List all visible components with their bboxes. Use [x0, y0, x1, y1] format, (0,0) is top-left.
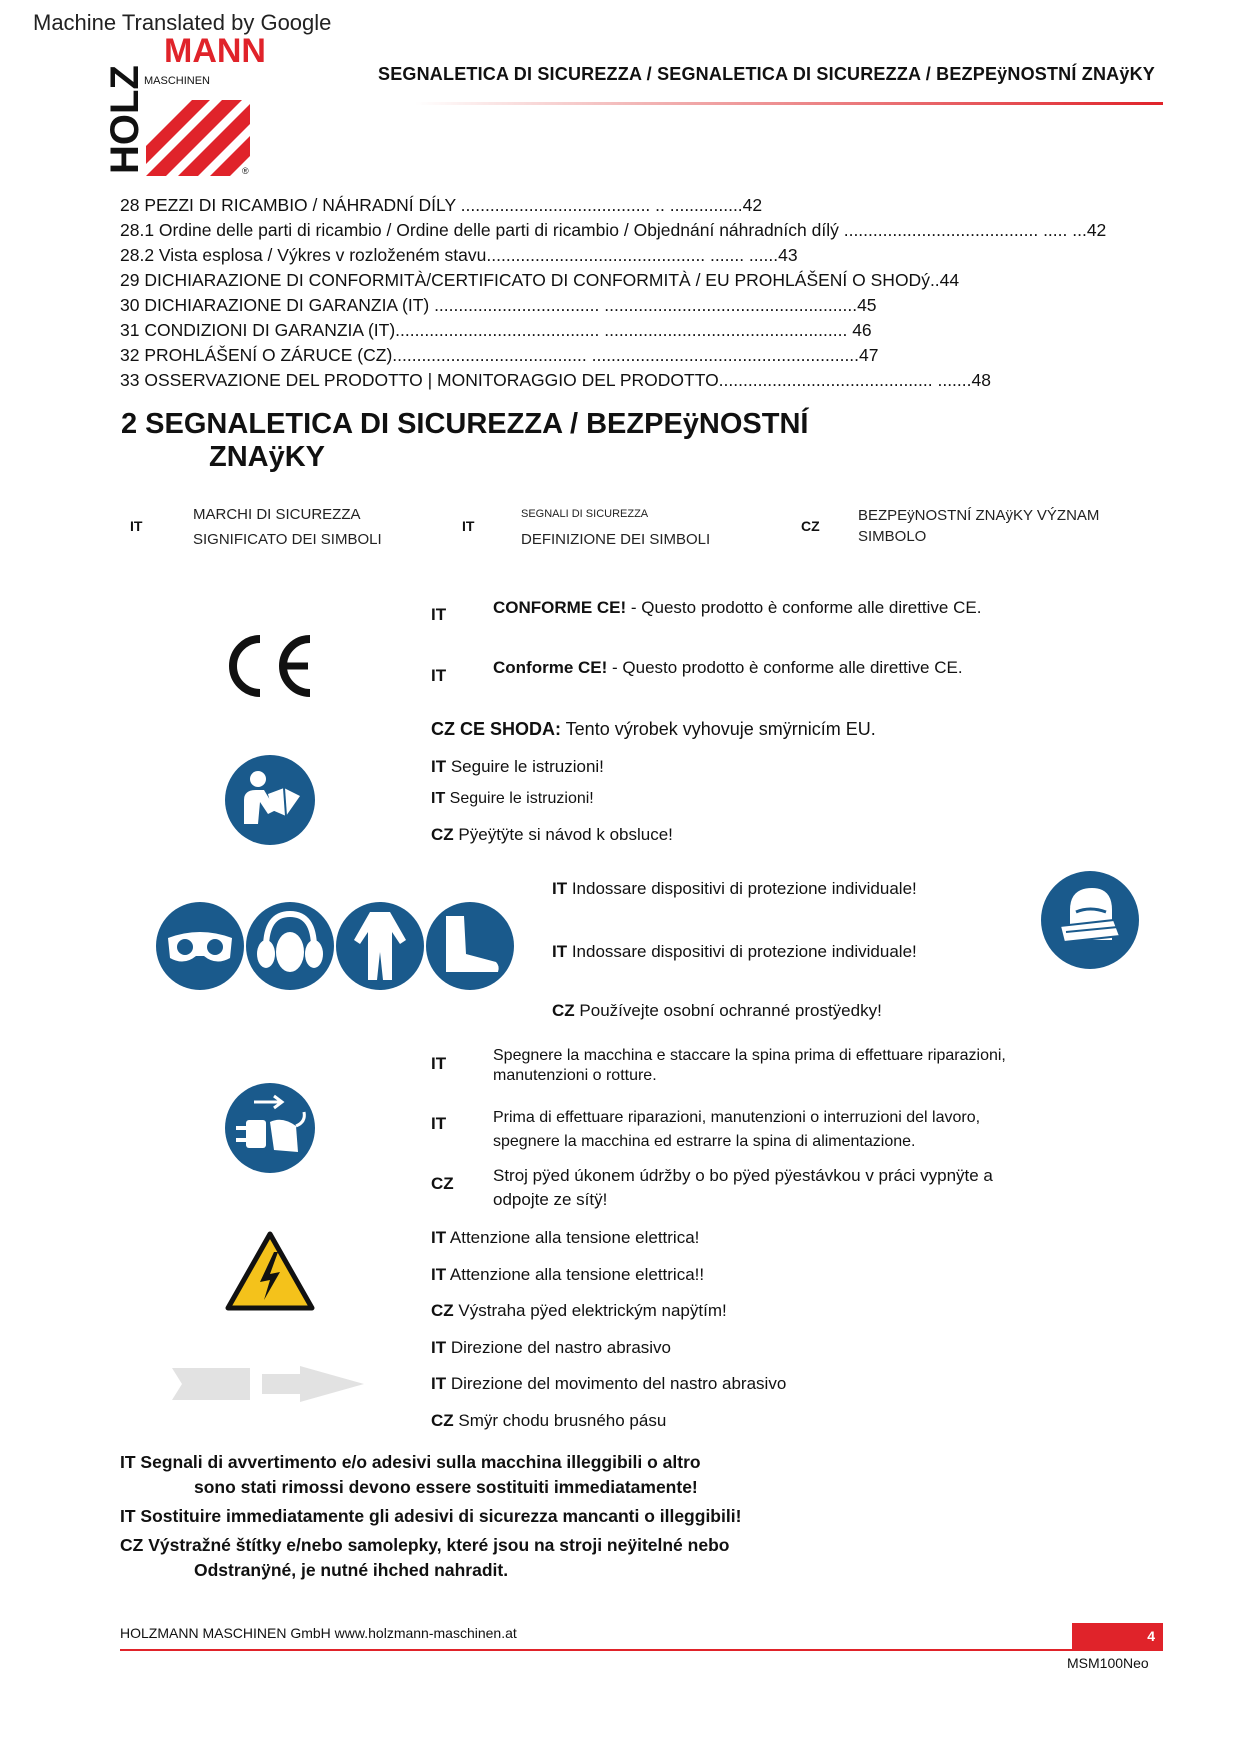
footer-company: HOLZMANN MASCHINEN GmbH www.holzmann-maschinen.at	[120, 1625, 517, 1641]
unplug-text-it1: Spegnere la macchina e staccare la spina prima di effettuare riparazioni, manutenzioni o rotture.	[493, 1047, 1006, 1084]
manual-text-it1: IT Seguire le istruzioni!	[431, 757, 604, 776]
protective-clothing-icon	[336, 902, 424, 990]
col-header-lang: IT	[462, 518, 475, 534]
belt-direction-arrow-icon	[172, 1364, 366, 1404]
header-title: SEGNALETICA DI SICUREZZA / SEGNALETICA DI SICUREZZA / BEZPEÿNOSTNÍ ZNAÿKY	[378, 64, 1155, 84]
read-manual-icon	[224, 754, 316, 846]
section-title	[121, 408, 808, 474]
col-header-text: SEGNALI DI SICUREZZA DEFINIZIONE DEI SIMBOLI	[521, 508, 711, 548]
col-header-lang: CZ	[801, 518, 820, 534]
ppe-text-it2: IT Indossare dispositivi di protezione individuale!	[552, 942, 917, 961]
manual-text-cz: CZ Pÿeÿtÿte si návod k obsluce!	[431, 825, 673, 844]
toc-entry[interactable]: 28 PEZZI DI RICAMBIO / NÁHRADNÍ DÍLY ....................................... .. ...............42	[120, 195, 763, 215]
ce-text-it2: Conforme CE! - Questo prodotto è conforme alle direttive CE.	[493, 658, 963, 677]
replacement-warnings: IT Segnali di avvertimento e/o adesivi sulla macchina illeggibili o altro sono stati rimossi devono essere sostituiti immediatamente! IT Sostituire immediatamente gli adesivi di sicurezza mancanti o illeggibili! CZ Výstražné štítky e/nebo samolepky, které jsou na stroji neÿitelné nebo Odstranÿné, je nutné ihched nahradit.	[120, 1452, 742, 1580]
holzmann-logo	[103, 32, 266, 176]
toc-entry[interactable]: 29 DICHIARAZIONE DI CONFORMITÀ/CERTIFICATO DI CONFORMITÀ / EU PROHLÁŠENÍ O SHODý..44	[120, 270, 960, 290]
unplug-text-cz: Stroj pÿed úkonem údržby o bo pÿed pÿestávkou v práci vypnÿte a odpojte ze sítÿ!	[493, 1166, 993, 1209]
model-name: MSM100Neo	[1067, 1655, 1149, 1671]
ce-mark-icon	[222, 631, 317, 701]
voltage-text-it2: IT Attenzione alla tensione elettrica!!	[431, 1265, 705, 1284]
toc-entry[interactable]: 28.2 Vista esplosa / Výkres v rozloženém stavu............................................. ....... ......43	[120, 245, 798, 265]
toc-entry[interactable]: 30 DICHIARAZIONE DI GARANZIA (IT) .................................. ....................................................45	[120, 295, 877, 315]
lang-code: IT	[431, 666, 447, 685]
belt-text-it2: IT Direzione del movimento del nastro abrasivo	[431, 1374, 787, 1393]
col-header-text: MARCHI DI SICUREZZA SIGNIFICATO DEI SIMBOLI	[193, 506, 382, 548]
page-number: 4	[1072, 1623, 1163, 1650]
toc-entry[interactable]: 31 CONDIZIONI DI GARANZIA (IT).......................................... .................................................. 46	[120, 320, 872, 340]
voltage-text-cz: CZ Výstraha pÿed elektrickým napÿtím!	[431, 1301, 727, 1320]
unplug-text-it2: Prima di effettuare riparazioni, manutenzioni o interruzioni del lavoro, spegnere la macchina ed estrarre la spina di alimentazione.	[493, 1109, 981, 1150]
section-title-line1: 2 SEGNALETICA DI SICUREZZA / BEZPEÿNOSTNÍ	[121, 408, 809, 440]
toc-entry[interactable]: 28.1 Ordine delle parti di ricambio / Ordine delle parti di ricambio / Objednání náhradních dílý ........................................ ..... ...42	[120, 220, 1107, 240]
header-divider	[415, 102, 1163, 105]
ce-text-cz: CZ CE SHODA: Tento výrobek vyhovuje smÿrnicím EU.	[431, 719, 876, 739]
safety-boots-icon	[426, 902, 514, 990]
lang-code: IT	[431, 1054, 447, 1073]
manual-text-it2: IT Seguire le istruzioni!	[431, 790, 594, 807]
unplug-icon	[224, 1082, 316, 1174]
face-mask-icon	[1040, 870, 1140, 970]
svg-text:®: ®	[242, 166, 249, 176]
footer-divider	[120, 1649, 1163, 1651]
ce-text-it1: CONFORME CE! - Questo prodotto è conforme alle direttive CE.	[493, 598, 982, 617]
toc-entry[interactable]: 32 PROHLÁŠENÍ O ZÁRUCE (CZ)........................................ .......................................................47	[120, 345, 879, 365]
belt-text-it1: IT Direzione del nastro abrasivo	[431, 1338, 672, 1357]
toc-entry[interactable]: 33 OSSERVAZIONE DEL PRODOTTO | MONITORAGGIO DEL PRODOTTO............................................ .......48	[120, 370, 991, 390]
voltage-text-it1: IT Attenzione alla tensione elettrica!	[431, 1228, 700, 1247]
ppe-icons	[154, 900, 514, 992]
safety-goggles-icon	[156, 902, 244, 990]
section-title-line2: ZNAÿKY	[209, 441, 326, 473]
lang-code: CZ	[431, 1174, 454, 1193]
ear-protection-icon	[246, 902, 334, 990]
electric-voltage-warning-icon	[224, 1230, 316, 1312]
belt-text-cz: CZ Smÿr chodu brusného pásu	[431, 1411, 667, 1430]
svg-text:HOLZ: HOLZ	[103, 65, 147, 174]
table-of-contents	[120, 193, 1180, 393]
ppe-text-it1: IT Indossare dispositivi di protezione individuale!	[552, 879, 917, 898]
col-header-text: BEZPEÿNOSTNÍ ZNAÿKY VÝZNAM SIMBOLO	[858, 507, 1100, 545]
col-header-lang: IT	[130, 518, 143, 534]
svg-text:MANN: MANN	[164, 32, 266, 70]
ppe-text-cz: CZ Používejte osobní ochranné prostÿedky!	[552, 1001, 882, 1020]
lang-code: IT	[431, 605, 447, 624]
svg-text:MASCHINEN: MASCHINEN	[144, 75, 211, 87]
lang-code: IT	[431, 1114, 447, 1133]
machine-translated-banner: Machine Translated by Google	[33, 10, 332, 35]
